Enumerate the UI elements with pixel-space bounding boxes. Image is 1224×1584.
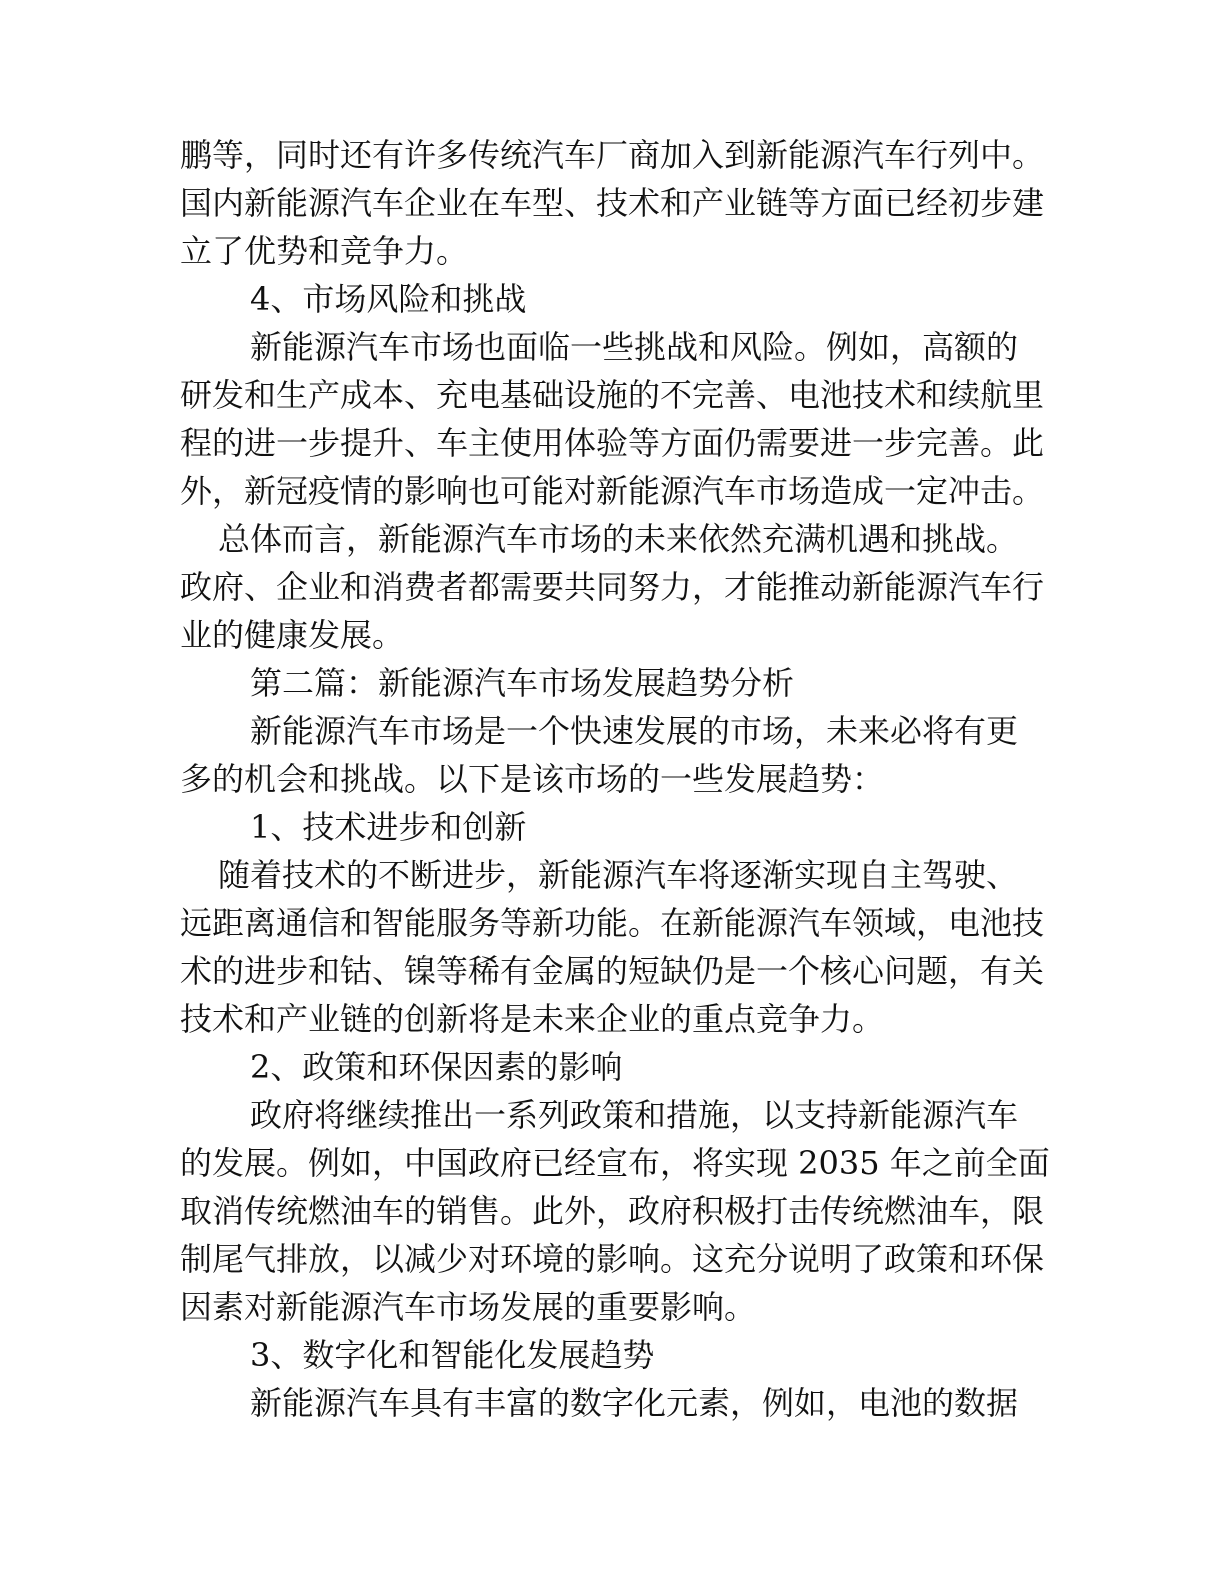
text-line: 制尾气排放，以减少对环境的影响。这充分说明了政策和环保 (180, 1240, 1045, 1278)
section-heading: 4、市场风险和挑战 (250, 280, 527, 318)
text-line: 新能源汽车具有丰富的数字化元素，例如，电池的数据 (250, 1384, 1019, 1422)
text-line: 国内新能源汽车企业在车型、技术和产业链等方面已经初步建 (180, 184, 1045, 222)
text-line: 远距离通信和智能服务等新功能。在新能源汽车领域，电池技 (180, 904, 1045, 942)
text-line: 新能源汽车市场也面临一些挑战和风险。例如，高额的 (250, 328, 1019, 366)
section-heading: 2、政策和环保因素的影响 (250, 1048, 623, 1086)
text-line: 新能源汽车市场是一个快速发展的市场，未来必将有更 (250, 712, 1019, 750)
text-line: 业的健康发展。 (180, 616, 405, 654)
text-line: 多的机会和挑战。以下是该市场的一些发展趋势： (180, 760, 885, 798)
text-line: 随着技术的不断进步，新能源汽车将逐渐实现自主驾驶、 (218, 856, 1019, 894)
text-line: 术的进步和钴、镍等稀有金属的短缺仍是一个核心问题，有关 (180, 952, 1045, 990)
text-line: 因素对新能源汽车市场发展的重要影响。 (180, 1288, 757, 1326)
section-heading: 1、技术进步和创新 (250, 808, 527, 846)
text-line: 的发展。例如，中国政府已经宣布，将实现 2035 年之前全面 (180, 1144, 1050, 1182)
text-line: 外，新冠疫情的影响也可能对新能源汽车市场造成一定冲击。 (180, 472, 1045, 510)
text-line: 研发和生产成本、充电基础设施的不完善、电池技术和续航里 (180, 376, 1045, 414)
text-line: 政府、企业和消费者都需要共同努力，才能推动新能源汽车行 (180, 568, 1045, 606)
chapter-heading: 第二篇：新能源汽车市场发展趋势分析 (250, 664, 795, 702)
text-line: 总体而言，新能源汽车市场的未来依然充满机遇和挑战。 (218, 520, 1019, 558)
text-line: 政府将继续推出一系列政策和措施，以支持新能源汽车 (250, 1096, 1019, 1134)
text-line: 立了优势和竞争力。 (180, 232, 469, 270)
text-line: 取消传统燃油车的销售。此外，政府积极打击传统燃油车，限 (180, 1192, 1045, 1230)
text-line: 技术和产业链的创新将是未来企业的重点竞争力。 (180, 1000, 885, 1038)
text-line: 程的进一步提升、车主使用体验等方面仍需要进一步完善。此 (180, 424, 1045, 462)
document-body (180, 131, 1050, 1427)
section-heading: 3、数字化和智能化发展趋势 (250, 1336, 655, 1374)
text-line: 鹏等，同时还有许多传统汽车厂商加入到新能源汽车行列中。 (180, 136, 1045, 174)
